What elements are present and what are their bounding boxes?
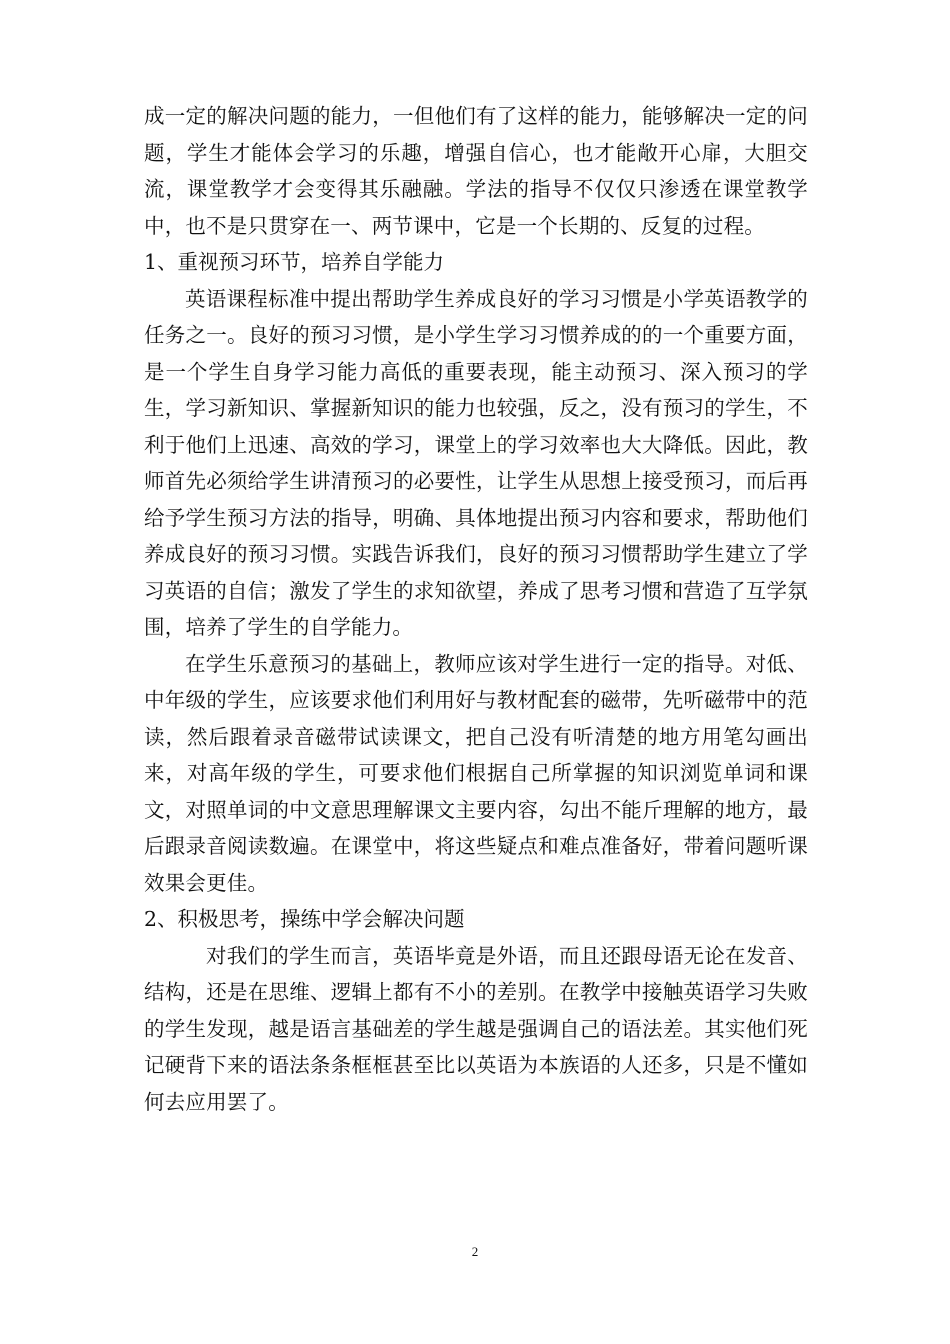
paragraph-intro-continuation: 成一定的解决问题的能力，一但他们有了这样的能力，能够解决一定的问题，学生才能体会学习的乐趣，增强自信心，也才能敞开心扉，大胆交流，课堂教学才会变得其乐融融。学法的指导不仅仅只渗透在课堂教学中，也不是只贯穿在一、两节课中，它是一个长期的、反复的过程。 (144, 104, 808, 238)
section-heading-1: 1、重视预习环节，培养自学能力 (144, 250, 445, 274)
paragraph-practice-problems: 对我们的学生而言，英语毕竟是外语，而且还跟母语无论在发音、结构，还是在思维、逻辑上都有不小的差别。在教学中接触英语学习失败的学生发现，越是语言基础差的学生越是强调自己的语法差。其实他们死记硬背下来的语法条条框框甚至比以英语为本族语的人还多，只是不懂如何去应用罢了。 (144, 943, 808, 1114)
paragraph-preview-habits: 英语课程标准中提出帮助学生养成良好的学习习惯是小学英语教学的任务之一。良好的预习习惯，是小学生学习习惯养成的的一个重要方面，是一个学生自身学习能力高低的重要表现，能主动预习、深入预习的学生，学习新知识、掌握新知识的能力也较强，反之，没有预习的学生，不利于他们上迅速、高效的学习，课堂上的学习效率也大大降低。因此，教师首先必须给学生讲清预习的必要性，让学生从思想上接受预习，而后再给予学生预习方法的指导，明确、具体地提出预习内容和要求，帮助他们养成良好的预习习惯。实践告诉我们，良好的预习习惯帮助学生建立了学习英语的自信；激发了学生的求知欲望，养成了思考习惯和营造了互学氛围，培养了学生的自学能力。 (144, 286, 808, 639)
page-number: 2 (471, 1244, 479, 1259)
paragraph-preview-guidance: 在学生乐意预习的基础上，教师应该对学生进行一定的指导。对低、中年级的学生，应该要求他们利用好与教材配套的磁带，先听磁带中的范读，然后跟着录音磁带试读课文，把自己没有听清楚的地方用笔勾画出来，对高年级的学生，可要求他们根据自己所掌握的知识浏览单词和课文，对照单词的中文意思理解课文主要内容，勾出不能斤理解的地方，最后跟录音阅读数遍。在课堂中，将这些疑点和难点准备好，带着问题听课效果会更佳。 (144, 651, 808, 895)
document-body (144, 98, 808, 1120)
section-heading-2: 2、积极思考，操练中学会解决问题 (144, 907, 465, 931)
